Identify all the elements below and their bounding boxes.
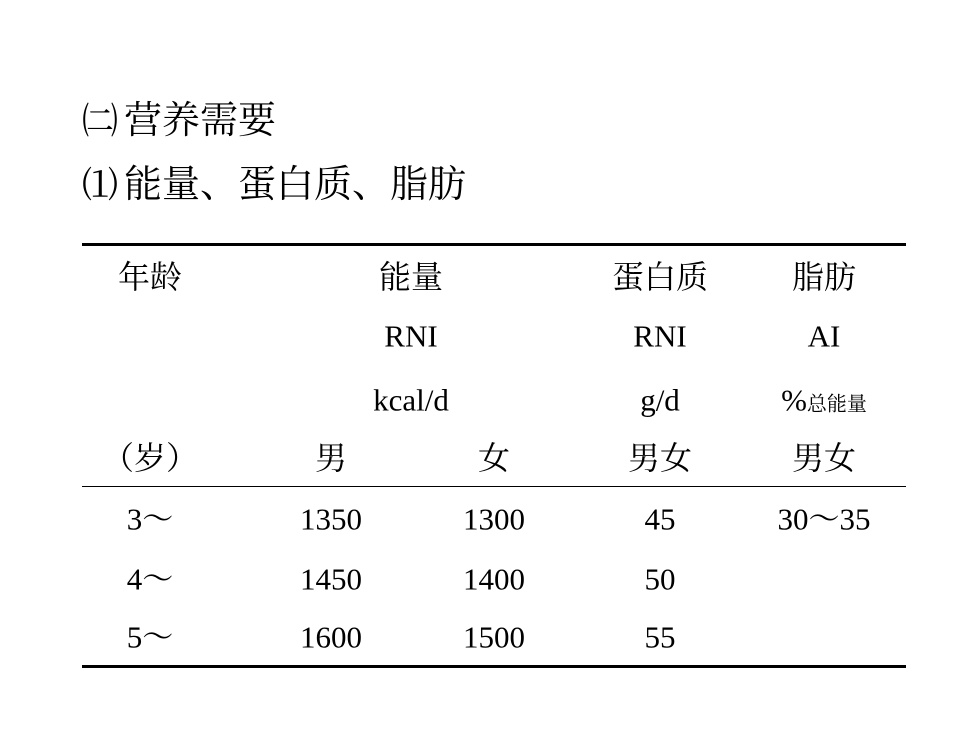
header-energy: 能量	[378, 258, 444, 296]
table-cell-protein: 45	[644, 501, 676, 537]
header-energy-unit: kcal/d	[373, 382, 449, 418]
table-cell-energy-female: 1400	[463, 561, 525, 597]
table-cell-age: 5～	[126, 619, 174, 655]
table-cell-energy-female: 1300	[463, 501, 525, 537]
table-cell-energy-female: 1500	[463, 619, 525, 655]
header-age-unit: （岁）	[101, 439, 199, 477]
subsection-number: ⑴	[82, 165, 119, 205]
section-heading	[82, 98, 277, 142]
header-protein-standard: RNI	[633, 318, 687, 354]
subsection-title: 能量、蛋白质、脂肪	[124, 162, 467, 206]
table-header-rule	[82, 486, 906, 487]
percent-sign: %	[781, 382, 807, 418]
table-cell-protein: 50	[644, 561, 676, 597]
section-title: 营养需要	[124, 98, 277, 142]
table-cell-energy-male: 1450	[300, 561, 362, 597]
header-protein: 蛋白质	[611, 258, 709, 296]
table-cell-age: 3～	[126, 501, 174, 537]
section-number: ㈡	[82, 101, 119, 141]
table-top-rule	[82, 243, 906, 246]
header-fat-unit	[781, 382, 867, 418]
header-fat: 脂肪	[791, 258, 857, 296]
header-fat-sex: 男女	[791, 439, 857, 477]
table-cell-age: 4～	[126, 561, 174, 597]
header-fat-standard: AI	[807, 318, 841, 354]
header-energy-female: 女	[477, 439, 511, 477]
subsection-heading	[82, 162, 467, 206]
header-age: 年龄	[117, 258, 183, 296]
fat-unit-label: 总能量	[806, 391, 867, 416]
table-cell-energy-male: 1350	[300, 501, 362, 537]
table-cell-energy-male: 1600	[300, 619, 362, 655]
header-protein-unit: g/d	[640, 382, 680, 418]
table-cell-protein: 55	[644, 619, 676, 655]
header-energy-male: 男	[314, 439, 348, 477]
header-protein-sex: 男女	[627, 439, 693, 477]
table-cell-fat: 30～35	[777, 501, 871, 537]
table-bottom-rule	[82, 665, 906, 668]
header-energy-standard: RNI	[384, 318, 438, 354]
